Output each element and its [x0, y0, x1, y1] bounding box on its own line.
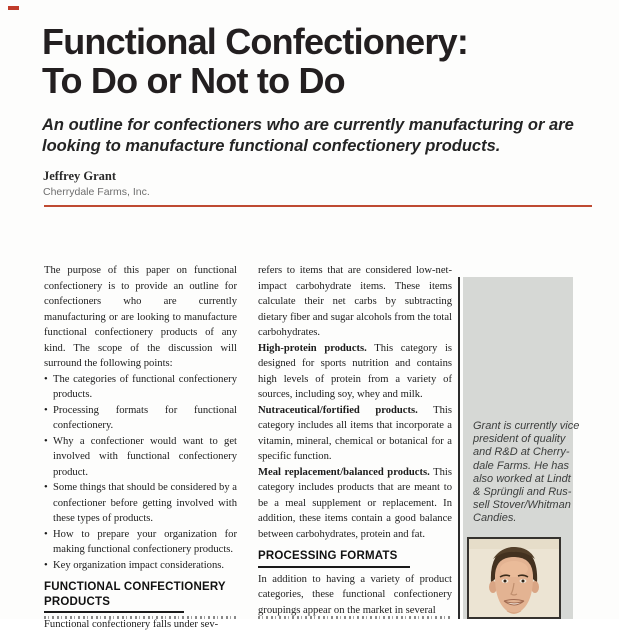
body-paragraph [258, 403, 452, 465]
body-paragraph [258, 341, 452, 403]
author-portrait-photo [467, 537, 561, 619]
list-item: • How to prepare your organization for making functional confectionery products. [44, 527, 237, 558]
section-heading-underline [258, 566, 410, 568]
section-heading-processing-formats: PROCESSING FORMATS [258, 550, 398, 562]
list-item: • Processing formats for functional confectionery. [44, 403, 237, 434]
paragraph-text: refers to items that are considered low-net-impact carbohydrate items. These items calculate their net carbs by subtracting dietary fiber and sugar alcohols from the total carbohydrates. [258, 265, 452, 338]
bio-line: & Sprüngli and Rus- [473, 486, 572, 499]
bio-line: president of quality [473, 433, 566, 446]
paragraph-lead: Nutraceutical/fortified products. [258, 404, 418, 416]
list-item: • Why a confectioner would want to get involved with functional confectionery product. [44, 434, 237, 481]
paragraph-text: This category is designed for sports nutrition and contains high levels of protein from a variety of sources, including soy, whey and milk. [258, 342, 453, 400]
paragraph-text: This category includes all items that incorporate a vitamin, mineral, chemical or botanical for a specific function. [258, 404, 452, 462]
list-item: • The categories of functional confectionery products. [44, 372, 237, 403]
bio-line: Grant is currently vice [473, 420, 580, 432]
clipped-text-line [258, 616, 452, 619]
paragraph-lead: Meal replacement/balanced products. [258, 466, 430, 478]
article-subtitle: An outline for confectioners who are currently manufacturing or are looking to manufacture functional confectionery products. [42, 116, 574, 155]
bullet-list [44, 372, 237, 574]
article-title-line1: Functional Confectionery: [42, 21, 469, 62]
bio-line: sell Stover/Whitman [473, 499, 571, 512]
section-heading-products: FUNCTIONAL CONFECTIONERY PRODUCTS [44, 581, 226, 608]
header-divider-rule [44, 205, 592, 207]
paragraph-text: This category includes products that are meant to be a meal supplement or replacement. In addition, these items contain a good balance between carbohydrates, protein and fat. [258, 466, 452, 540]
list-item: • Key organization impact considerations. [44, 558, 237, 574]
author-name: Jeffrey Grant [43, 169, 117, 183]
middle-column [258, 263, 452, 618]
paragraph-lead: High-protein products. [258, 342, 367, 354]
bio-line: dale Farms. He has [473, 459, 569, 472]
bio-line: Candies. [473, 512, 517, 525]
sidebar-vertical-rule [458, 277, 460, 619]
portrait-illustration [469, 539, 559, 617]
author-affiliation: Cherrydale Farms, Inc. [43, 186, 150, 198]
red-page-tab [8, 6, 19, 10]
article-title [42, 22, 468, 100]
intro-paragraph: The purpose of this paper on functional confectionery is to provide an outline for confectioners who are currently manufacturing or are looking to manufacture functional confectionery products of any kind. The scope of the discussion will surround the following points: [44, 265, 237, 369]
body-paragraph [258, 263, 452, 341]
section-paragraph: In addition to having a variety of product categories, these functional confectionery groupings appear on the market in several [258, 573, 452, 616]
bio-line: and R&D at Cherry- [473, 446, 570, 459]
bio-line: also worked at Lindt [473, 472, 571, 485]
clipped-text-line [44, 616, 237, 619]
section-paragraph: Functional confectionery falls under sev- [44, 619, 219, 630]
author-bio [473, 420, 580, 526]
body-paragraph [258, 465, 452, 543]
section-heading-underline [44, 611, 184, 613]
article-title-line2: To Do or Not to Do [42, 60, 345, 101]
left-column [44, 263, 237, 633]
list-item: • Some things that should be considered by a confectioner before getting involved with these types of products. [44, 480, 237, 527]
